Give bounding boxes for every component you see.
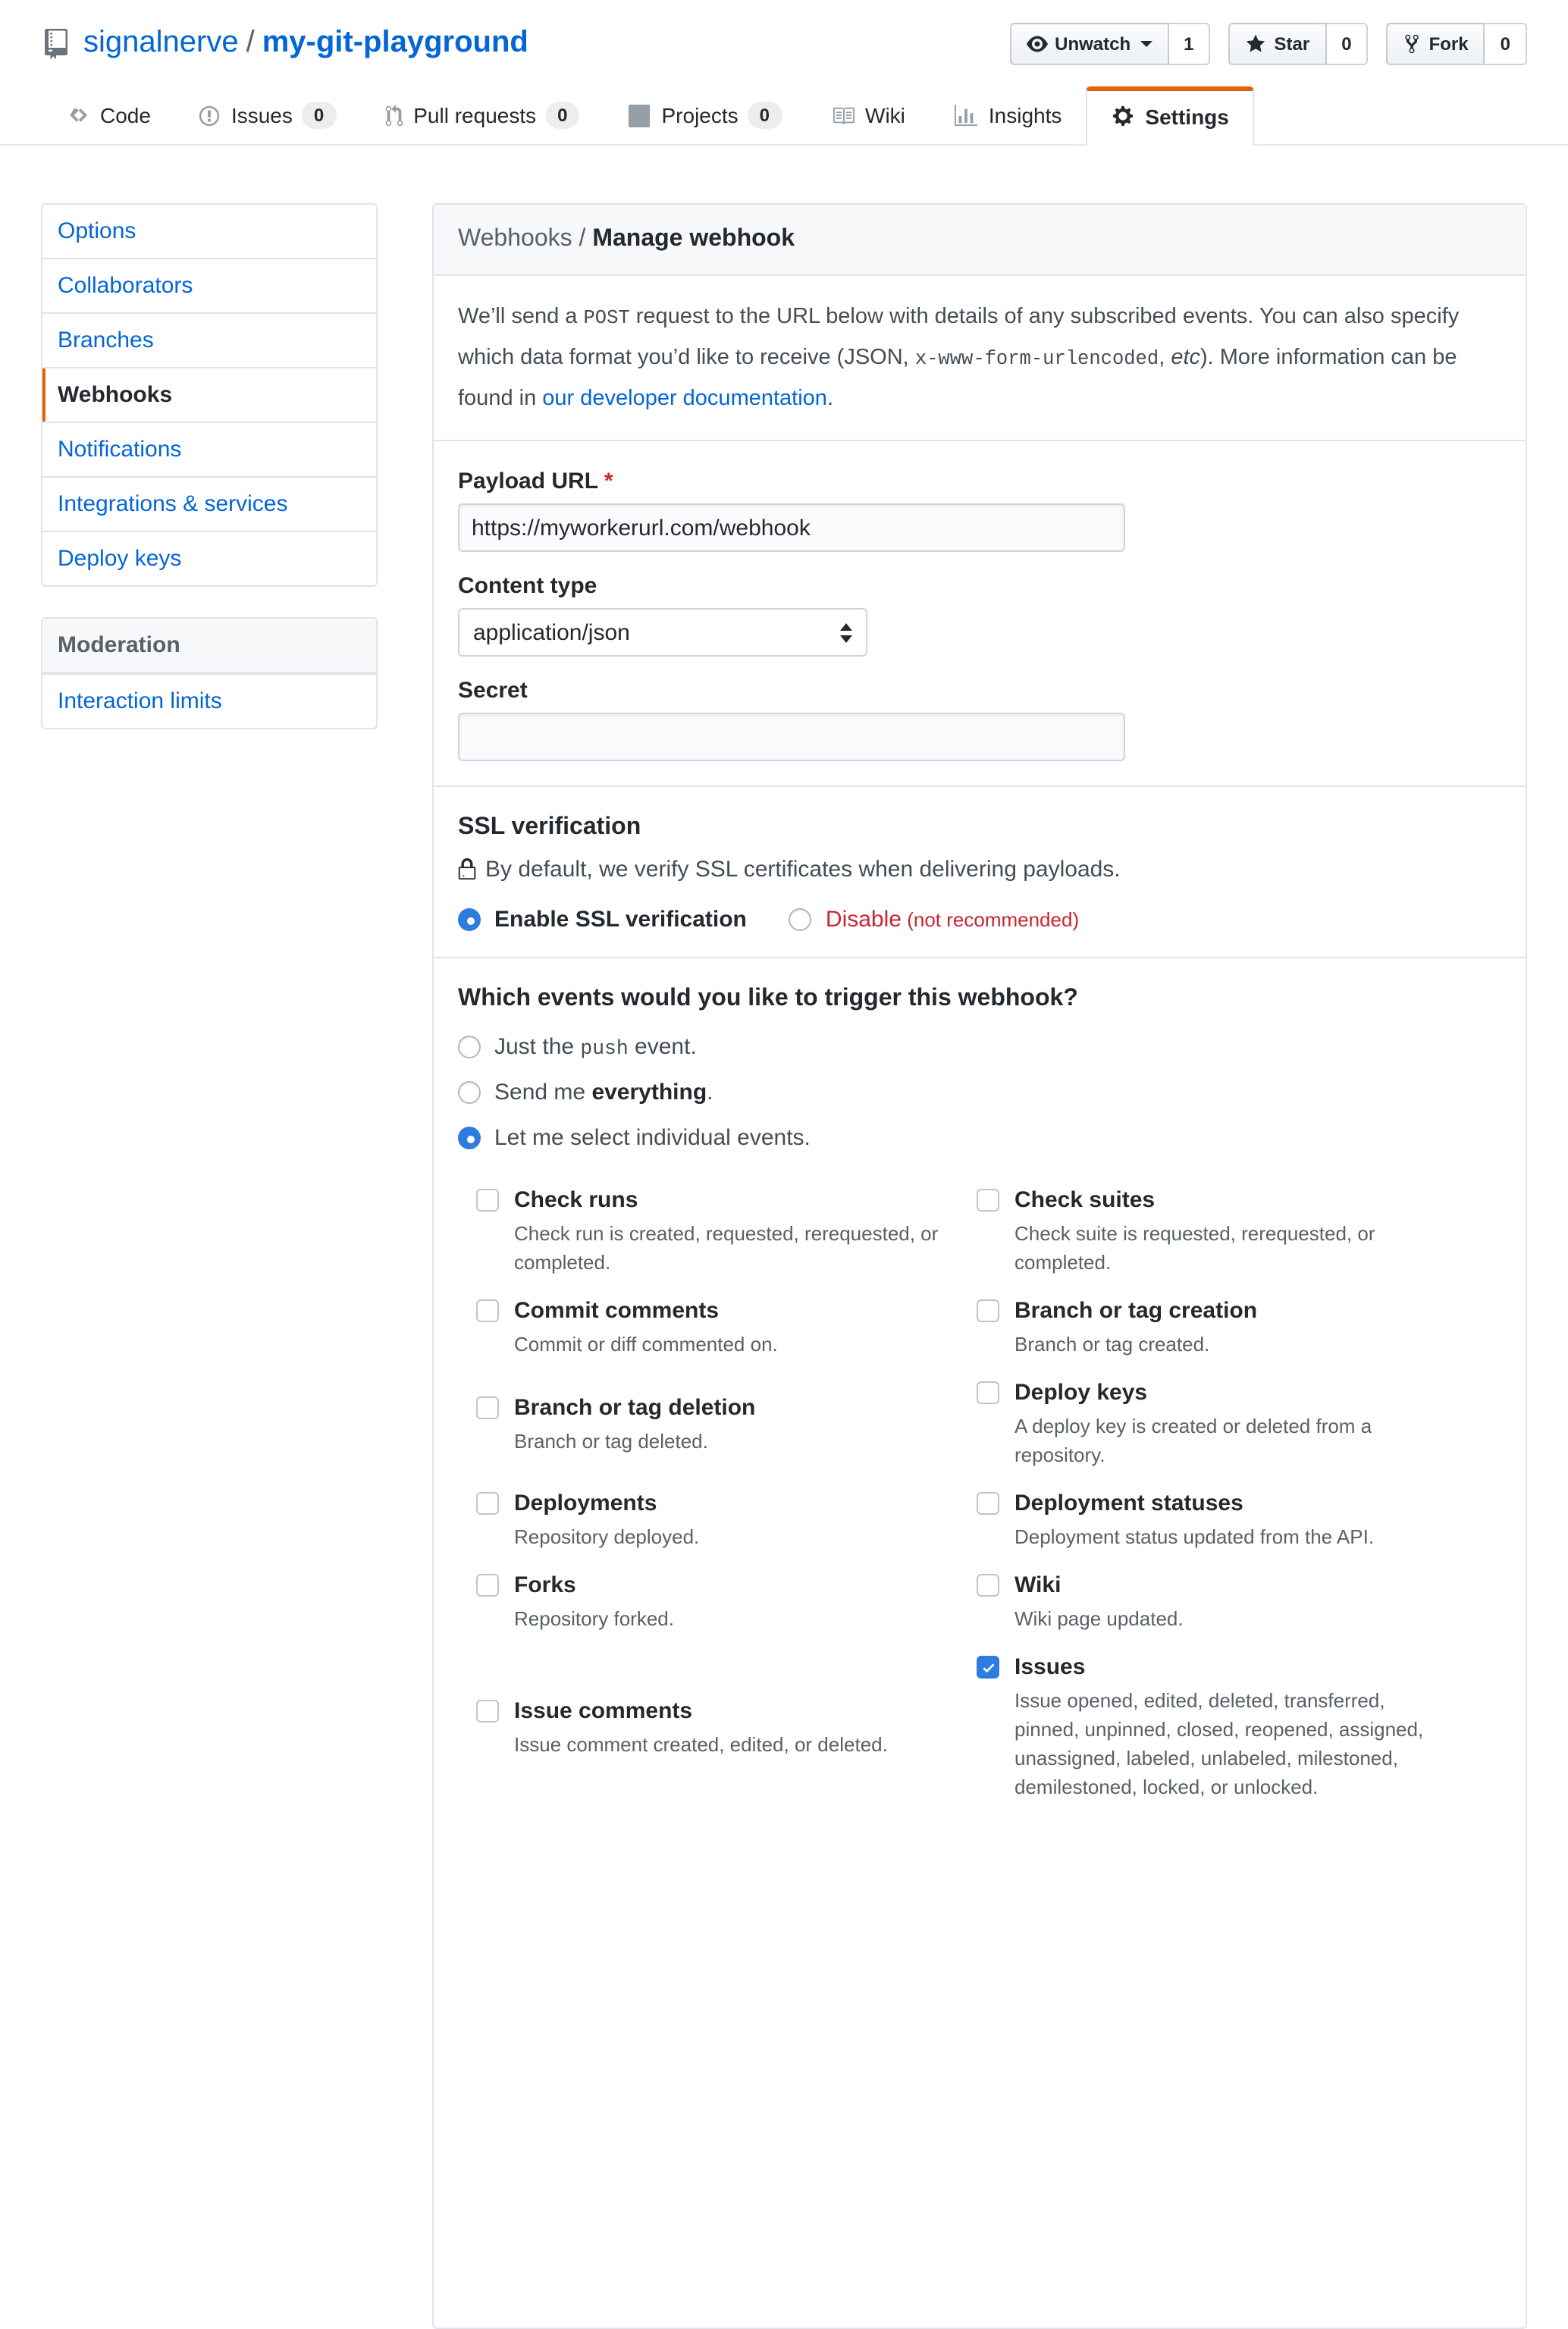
ssl-enable-label: Enable SSL verification xyxy=(494,907,747,933)
event-desc: Issue opened, edited, deleted, transferred, pinned, unpinned, closed, reopened, assigned, unassigned, labeled, unlabeled, milestoned, demilestoned, locked, or unlocked. xyxy=(1014,1689,1424,1798)
repo-name-link[interactable]: my-git-playground xyxy=(262,26,528,59)
ssl-section xyxy=(434,787,1526,958)
ssl-disable-note-text: (not recommended) xyxy=(907,908,1080,931)
moderation-menu xyxy=(41,617,378,729)
label-text: . xyxy=(707,1080,713,1105)
breadcrumb-separator: / xyxy=(572,226,593,252)
event-desc: Check suite is requested, rerequested, or completed. xyxy=(1014,1222,1375,1274)
unwatch-label: Unwatch xyxy=(1055,33,1131,55)
event-option-check-suites xyxy=(977,1184,1477,1277)
send-everything-label xyxy=(494,1080,713,1105)
watch-group xyxy=(1009,23,1210,65)
events-section xyxy=(434,958,1526,1844)
event-title: Issues xyxy=(1014,1654,1086,1680)
pull-request-icon xyxy=(384,104,403,127)
tab-label: Issues xyxy=(230,103,293,127)
sidebar-item-webhooks[interactable]: Webhooks xyxy=(42,367,376,422)
settings-sidebar xyxy=(41,203,378,760)
webhook-intro xyxy=(434,276,1526,441)
ssl-enable-radio-option[interactable] xyxy=(458,907,747,933)
tab-code[interactable] xyxy=(41,86,175,144)
intro-etc: etc xyxy=(1171,346,1200,370)
sidebar-item-branches[interactable]: Branches xyxy=(42,312,376,367)
chevron-down-icon xyxy=(1140,41,1152,47)
ssl-disable-note xyxy=(902,908,1079,931)
graph-icon xyxy=(954,104,978,127)
tab-pull-requests[interactable] xyxy=(360,86,604,144)
event-option-issue-comments xyxy=(476,1694,977,1758)
repo-nav xyxy=(0,86,1568,146)
event-option-check-runs xyxy=(476,1184,977,1277)
checkbox-check-suites[interactable] xyxy=(977,1189,999,1212)
sidebar-item-interaction-limits[interactable]: Interaction limits xyxy=(42,673,376,728)
event-choice-radios xyxy=(458,1034,1501,1151)
sidebar-item-options[interactable]: Options xyxy=(58,218,136,244)
repo-title xyxy=(41,23,528,61)
everything-bold: everything xyxy=(591,1080,707,1105)
just-push-label xyxy=(494,1034,697,1060)
select-caret-icon xyxy=(840,622,852,642)
gear-icon xyxy=(1112,105,1134,127)
event-desc: Repository forked. xyxy=(514,1607,674,1630)
event-title: Check suites xyxy=(1014,1187,1156,1213)
tab-label: Settings xyxy=(1145,104,1229,128)
breadcrumb xyxy=(434,205,1526,276)
webhook-panel xyxy=(432,203,1527,2329)
event-title: Commit comments xyxy=(514,1298,720,1324)
event-title: Forks xyxy=(514,1572,576,1598)
star-label: Star xyxy=(1274,33,1310,55)
checkbox-branch-tag-deletion[interactable] xyxy=(476,1396,499,1418)
checkbox-issue-comments[interactable] xyxy=(476,1699,499,1722)
checkbox-wiki[interactable] xyxy=(977,1574,999,1597)
fork-label: Fork xyxy=(1428,33,1469,55)
unwatch-button[interactable] xyxy=(1009,23,1168,65)
tab-settings[interactable] xyxy=(1086,86,1254,146)
select-individual-label: Let me select individual events. xyxy=(494,1125,811,1151)
checkbox-commit-comments[interactable] xyxy=(476,1299,499,1322)
event-desc: Wiki page updated. xyxy=(1014,1607,1184,1630)
label-text: Payload URL xyxy=(458,469,598,494)
intro-code-urlencoded: x-www-form-urlencoded xyxy=(914,347,1159,370)
event-option-wiki xyxy=(977,1569,1477,1633)
sidebar-item-notifications[interactable]: Notifications xyxy=(42,422,376,476)
intro-code-post: POST xyxy=(583,306,630,329)
payload-url-label xyxy=(458,469,1501,494)
label-text: Just the xyxy=(494,1034,581,1060)
event-title: Check runs xyxy=(514,1187,638,1213)
sidebar-item-collaborators[interactable]: Collaborators xyxy=(42,258,376,312)
issue-icon xyxy=(199,104,221,127)
events-heading: Which events would you like to trigger this webhook? xyxy=(458,986,1078,1011)
tab-label: Wiki xyxy=(865,103,905,127)
tab-label: Insights xyxy=(988,103,1062,127)
tab-label: Projects xyxy=(661,103,739,127)
content-type-label: Content type xyxy=(458,573,597,599)
event-desc: Deployment status updated from the API. xyxy=(1014,1525,1375,1548)
event-option-deploy-keys xyxy=(977,1377,1477,1469)
event-option-commit-comments xyxy=(476,1295,977,1359)
radio-disable-ssl[interactable] xyxy=(789,908,812,931)
tab-wiki[interactable] xyxy=(806,86,930,144)
checkbox-branch-tag-creation[interactable] xyxy=(977,1299,999,1322)
radio-send-everything[interactable] xyxy=(458,1081,481,1104)
intro-text: . xyxy=(826,387,833,411)
event-option-issues xyxy=(977,1651,1477,1801)
event-option-branch-tag-deletion xyxy=(476,1391,977,1455)
ssl-note xyxy=(458,857,1501,882)
ssl-disable-radio-option[interactable] xyxy=(789,907,1079,933)
event-title: Deployments xyxy=(514,1490,657,1516)
page-title: Manage webhook xyxy=(592,226,795,252)
lock-icon xyxy=(458,858,476,881)
event-desc: A deploy key is created or deleted from a repository. xyxy=(1014,1415,1372,1466)
content-type-value: application/json xyxy=(473,619,630,645)
star-icon xyxy=(1246,33,1267,55)
repo-actions xyxy=(991,23,1527,65)
event-option-deployment-statuses xyxy=(977,1487,1477,1551)
webhook-form-section xyxy=(434,441,1526,787)
push-code: push xyxy=(580,1037,629,1060)
intro-text: , xyxy=(1159,346,1171,370)
label-text: Send me xyxy=(494,1080,592,1105)
book-icon xyxy=(830,104,855,127)
tab-projects[interactable] xyxy=(604,86,807,144)
radio-just-push[interactable] xyxy=(458,1036,481,1058)
checkbox-deployment-statuses[interactable] xyxy=(977,1492,999,1515)
repo-owner-link[interactable]: signalnerve xyxy=(83,26,239,59)
event-option-deployments xyxy=(476,1487,977,1551)
ssl-note-text: By default, we verify SSL certificates when delivering payloads. xyxy=(485,857,1121,882)
repo-icon xyxy=(41,28,71,58)
checkbox-deployments[interactable] xyxy=(476,1492,499,1515)
repo-header xyxy=(0,0,1568,65)
event-desc: Branch or tag created. xyxy=(1014,1333,1210,1356)
event-desc: Branch or tag deleted. xyxy=(514,1429,708,1452)
projects-counter: 0 xyxy=(748,102,782,129)
eye-icon xyxy=(1026,33,1047,55)
event-desc: Issue comment created, edited, or deleted. xyxy=(514,1732,888,1755)
tab-label: Code xyxy=(100,103,151,127)
event-desc: Repository deployed. xyxy=(514,1525,700,1548)
fork-group xyxy=(1387,23,1527,65)
event-title: Branch or tag deletion xyxy=(514,1394,756,1420)
payload-url-input[interactable] xyxy=(458,503,1125,552)
breadcrumb-webhooks-link[interactable]: Webhooks xyxy=(458,226,572,252)
just-push-radio-option[interactable] xyxy=(458,1034,1501,1060)
ssl-disable-label: Disable xyxy=(825,907,902,933)
send-everything-radio-option[interactable] xyxy=(458,1080,1501,1105)
pull-requests-counter: 0 xyxy=(545,102,579,129)
code-icon xyxy=(65,105,89,126)
star-button[interactable] xyxy=(1229,23,1327,65)
intro-text: request to the URL below with details of any subscribed events. You can also specify which data format you’d like to receive (JSON, xyxy=(458,305,1460,370)
label-text: event. xyxy=(628,1034,697,1060)
event-title: Deploy keys xyxy=(1014,1380,1148,1406)
event-title: Issue comments xyxy=(514,1697,693,1723)
event-title: Wiki xyxy=(1014,1572,1062,1598)
checkbox-issues[interactable] xyxy=(977,1656,999,1679)
forks-count[interactable]: 0 xyxy=(1485,23,1527,65)
intro-text: We’ll send a xyxy=(458,305,584,329)
sidebar-item-deploy-keys[interactable]: Deploy keys xyxy=(42,531,376,585)
ssl-heading: SSL verification xyxy=(458,814,641,840)
stars-count[interactable]: 0 xyxy=(1326,23,1368,65)
radio-enable-ssl[interactable] xyxy=(458,908,481,931)
event-checkbox-grid xyxy=(476,1184,1501,1801)
sidebar-item-integrations[interactable]: Integrations & services xyxy=(42,476,376,531)
event-desc: Check run is created, requested, rerequested, or completed. xyxy=(514,1222,939,1274)
star-group xyxy=(1229,23,1369,65)
event-option-branch-tag-creation xyxy=(977,1295,1477,1359)
moderation-heading: Moderation xyxy=(42,619,376,673)
select-individual-radio-option[interactable] xyxy=(458,1125,1501,1151)
tab-issues[interactable] xyxy=(175,86,360,144)
required-asterisk: * xyxy=(604,469,613,494)
settings-menu xyxy=(41,203,378,587)
fork-icon xyxy=(1403,33,1422,55)
checkbox-check-runs[interactable] xyxy=(476,1189,499,1212)
fork-button[interactable] xyxy=(1387,23,1485,65)
radio-select-individual[interactable] xyxy=(458,1127,481,1149)
intro-text: ). More information can be found in xyxy=(458,346,1457,411)
repo-separator: / xyxy=(246,26,255,59)
checkbox-deploy-keys[interactable] xyxy=(977,1381,999,1404)
secret-input[interactable] xyxy=(458,713,1125,761)
issues-counter: 0 xyxy=(302,102,336,129)
developer-docs-link[interactable]: our developer documentation xyxy=(542,387,827,411)
project-icon xyxy=(629,104,651,127)
watchers-count[interactable]: 1 xyxy=(1168,23,1210,65)
secret-label: Secret xyxy=(458,678,528,704)
event-desc: Commit or diff commented on. xyxy=(514,1333,778,1356)
tab-insights[interactable] xyxy=(930,86,1087,144)
checkbox-forks[interactable] xyxy=(476,1574,499,1597)
tab-label: Pull requests xyxy=(413,103,537,127)
content-type-select[interactable] xyxy=(458,608,867,657)
event-title: Branch or tag creation xyxy=(1014,1298,1258,1324)
event-title: Deployment statuses xyxy=(1014,1490,1243,1516)
event-option-forks xyxy=(476,1569,977,1633)
